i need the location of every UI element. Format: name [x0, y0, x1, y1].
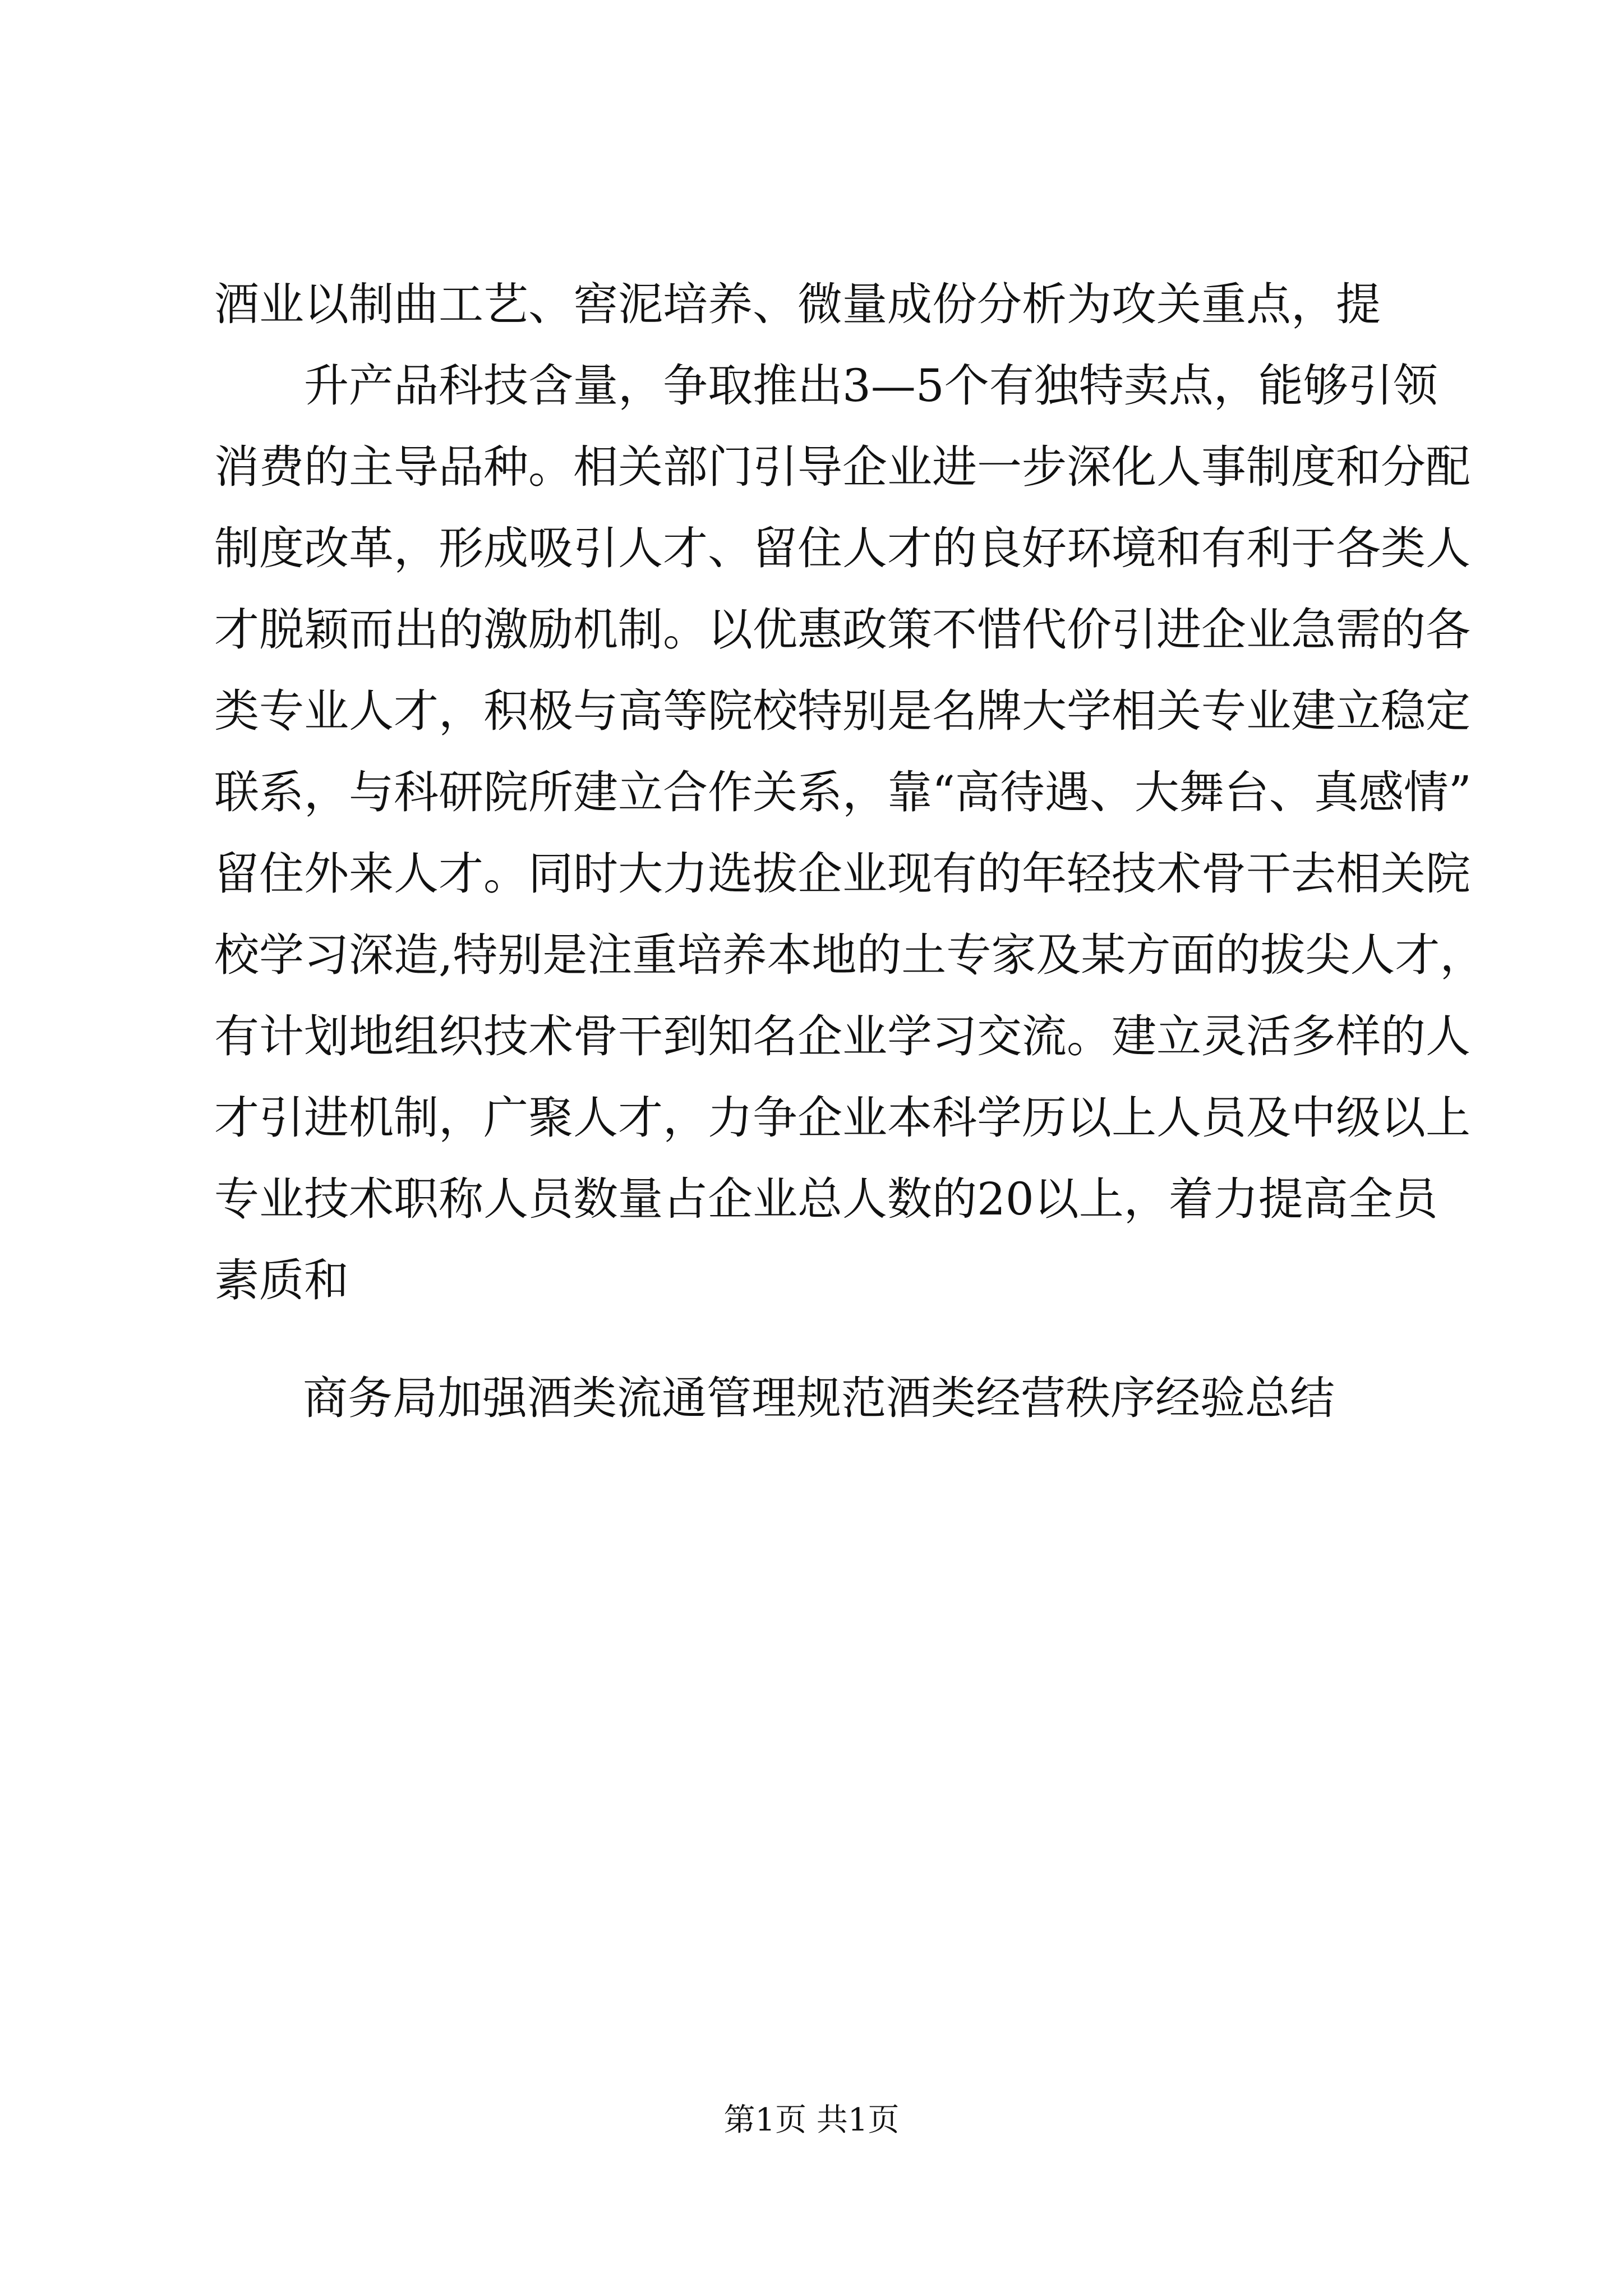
text-line: 校学习深造,特别是注重培养本地的土专家及某方面的拔尖人才， — [214, 929, 1485, 981]
text-line: 专业技术职称人员数量占企业总人数的20以上，着力提高全员 — [214, 1173, 1438, 1225]
text-line: 制度改革，形成吸引人才、留住人才的良好环境和有利于各类人 — [214, 522, 1470, 574]
text-line: 素质和 — [214, 1254, 349, 1306]
text-line: 才脱颖而出的激励机制。以优惠政策不惜代价引进企业急需的各 — [214, 604, 1470, 656]
document-title: 商务局加强酒类流通管理规范酒类经营秩序经验总结 — [303, 1372, 1335, 1424]
text-line: 消费的主导品种。相关部门引导企业进一步深化人事制度和分配 — [214, 441, 1470, 493]
text-line: 才引进机制，广聚人才，力争企业本科学历以上人员及中级以上 — [214, 1092, 1470, 1144]
page-footer: 第1页 共1页 — [723, 2102, 900, 2138]
text-line: 有计划地组织技术骨干到知名企业学习交流。建立灵活多样的人 — [214, 1010, 1470, 1062]
text-line: 酒业以制曲工艺、窖泥培养、微量成份分析为攻关重点，提 — [214, 278, 1381, 330]
text-line: 类专业人才，积极与高等院校特别是名牌大学相关专业建立稳定 — [214, 685, 1470, 737]
body-text — [214, 264, 1485, 1321]
text-line: 联系，与科研院所建立合作关系，靠“高待遇、大舞台、真感情” — [214, 766, 1472, 818]
text-line: 升产品科技含量，争取推出3—5个有独特卖点，能够引领 — [304, 360, 1438, 412]
text-line: 留住外来人才。同时大力选拔企业现有的年轻技术骨干去相关院 — [214, 848, 1470, 900]
